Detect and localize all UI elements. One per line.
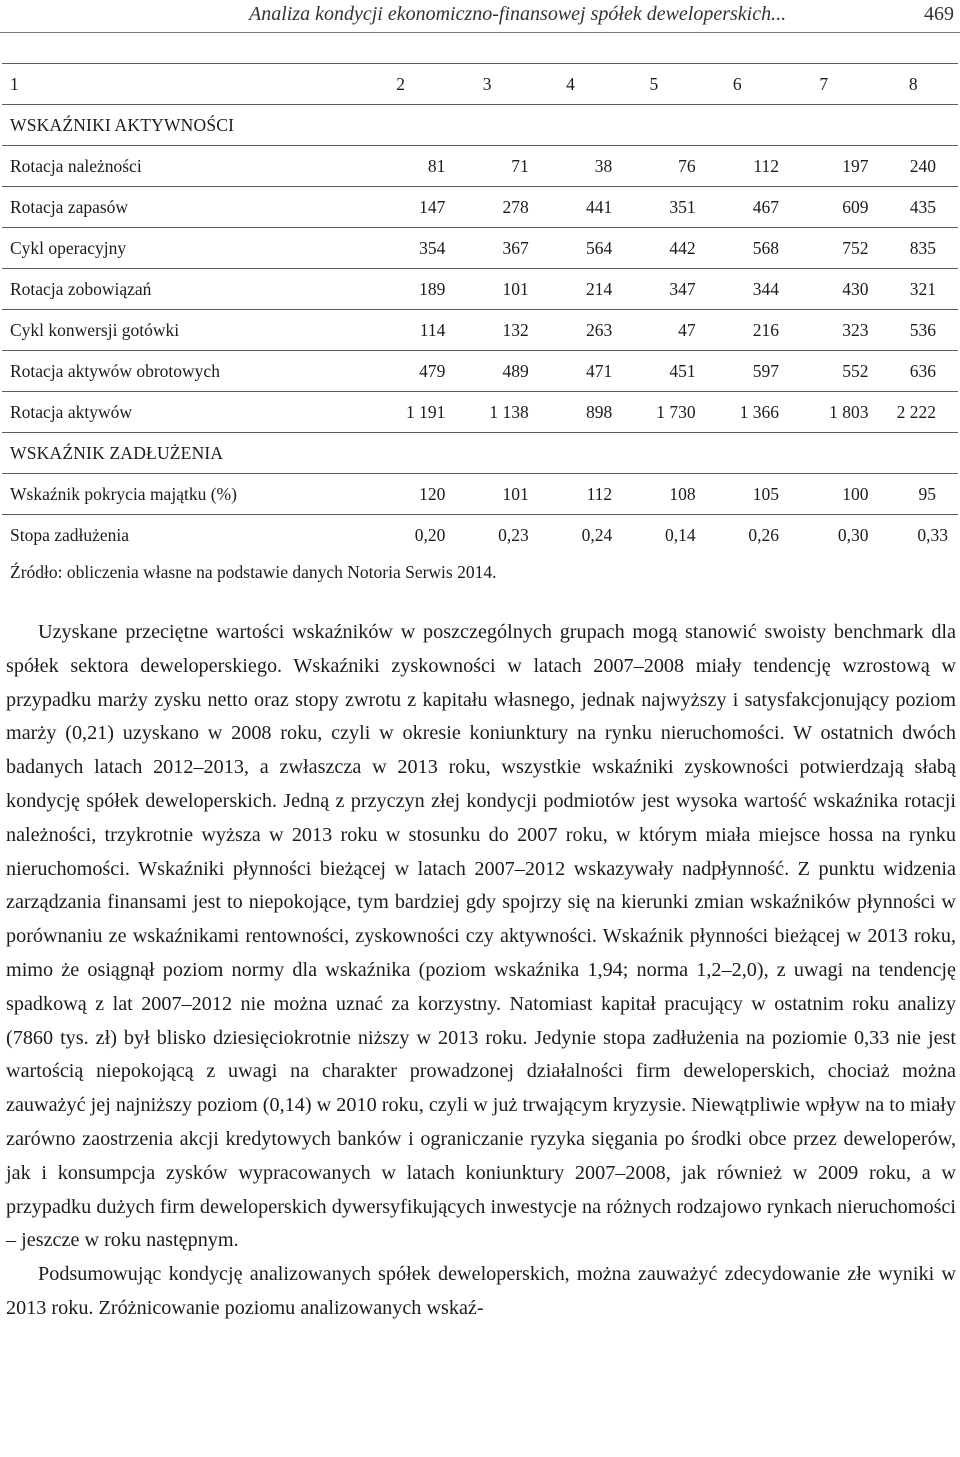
cell: 752	[779, 228, 868, 269]
cell: 435	[868, 187, 958, 228]
cell: 1 730	[612, 392, 695, 433]
cell: 597	[696, 351, 779, 392]
cell: 95	[868, 474, 958, 515]
cell: 214	[529, 269, 612, 310]
cell: 38	[529, 146, 612, 187]
table-row	[2, 228, 958, 269]
row-label: Wskaźnik pokrycia majątku (%)	[2, 474, 356, 515]
cell: 120	[356, 474, 445, 515]
cell: 101	[445, 269, 528, 310]
cell: 552	[779, 351, 868, 392]
row-label: Rotacja zobowiązań	[2, 269, 356, 310]
cell: 0,14	[664, 524, 696, 545]
column-number: 2	[356, 64, 445, 105]
cell: 1 191	[356, 392, 445, 433]
cell: 132	[445, 310, 528, 351]
cell: 430	[779, 269, 868, 310]
paragraph: Uzyskane przeciętne wartości wskaźników w poszczególnych grupach mogą stanowić swoisty benchmark dla spółek sektora deweloperskiego. Wskaźniki zyskowności w latach 2007–2008 miały tendencję wzrostową w przypadku marży zysku netto oraz stopy zwrotu z kapitału własnego, jednak najwyższy i satysfakcjonujący poziom marży (0,21) uzyskano w 2008 roku, czyli w okresie koniunktury na rynku nieruchomości. W ostatnich dwóch badanych latach 2012–2013, a zwłaszcza w 2013 roku, wszystkie wskaźniki zyskowności potwierdzają słabą kondycję spółek deweloperskich. Jedną z przyczyn złej kondycji podmiotów jest wysoka wartość wskaźnika rotacji należności, trzykrotnie wyższa w 2013 roku w stosunku do 2007 roku, w którym miała miejsce hossa na rynku nieruchomości. Wskaźniki płynności bieżącej w latach 2007–2012 wskazywały nadpłynność. Z punktu widzenia zarządzania finansami jest to niepokojące, tym bardziej gdy spojrzy się na kierunki zmian wskaźników płynności w porównaniu ze wskaźnikami rentowności, zyskowności czy aktywności. Wskaźnik płynności bieżącej w 2013 roku, mimo że osiągnął poziom normy dla wskaźnika (poziom wskaźnika 1,94; norma 1,2–2,0), z uwagi na tendencję spadkową z lat 2007–2012 nie można uznać za korzystny. Natomiast kapitał pracujący w ostatnim roku analizy (7860 tys. zł) był blisko dziesięciokrotnie niższy w 2013 roku. Jedynie stopa zadłużenia na poziomie 0,33 nie jest wartością niepokojącą z uwagi na charakter prowadzonej działalności firm deweloperskich, chociaż można zauważyć jej najniższy poziom (0,14) w 2010 roku, czyli w już trwającym kryzysie. Niewątpliwie wpływ na to miały zarówno zaostrzenia akcji kredytowych banków i ograniczanie ryzyka sięgania po środki obce przez deweloperów, jak i konsumpcja zysków wypracowanych w latach koniunktury 2007–2008, jak również w 2009 roku, a w przypadku dużych firm deweloperskich dywersyfikujących inwestycje na różnych rodzajowo rynkach nieruchomości – jeszcze w roku następnym.	[6, 621, 956, 1252]
cell: 101	[445, 474, 528, 515]
cell: 442	[612, 228, 695, 269]
cell: 76	[612, 146, 695, 187]
table-row	[2, 310, 958, 351]
cell: 354	[356, 228, 445, 269]
cell: 47	[612, 310, 695, 351]
cell: 114	[356, 310, 445, 351]
cell: 898	[529, 392, 612, 433]
cell: 536	[868, 310, 958, 351]
cell: 568	[696, 228, 779, 269]
cell: 321	[868, 269, 958, 310]
cell: 197	[779, 146, 868, 187]
row-label: Rotacja aktywów	[2, 392, 356, 433]
column-number-row	[2, 64, 958, 105]
table-row	[2, 474, 958, 515]
table-source-note: Źródło: obliczenia własne na podstawie danych Notoria Serwis 2014.	[10, 562, 497, 582]
column-number: 3	[445, 64, 528, 105]
table-row	[2, 187, 958, 228]
cell: 240	[868, 146, 958, 187]
running-header	[0, 0, 960, 36]
cell: 0,30	[837, 524, 869, 545]
column-number: 7	[779, 64, 868, 105]
cell: 0,23	[498, 524, 529, 545]
cell: 100	[779, 474, 868, 515]
table-row	[2, 146, 958, 187]
cell: 71	[445, 146, 528, 187]
cell: 108	[612, 474, 695, 515]
cell: 1 138	[445, 392, 528, 433]
cell: 0,26	[748, 524, 779, 545]
paragraph: Podsumowując kondycję analizowanych spółek deweloperskich, można zauważyć zdecydowanie złe wyniki w 2013 roku. Zróżnicowanie poziomu analizowanych wskaź-	[6, 1263, 956, 1319]
cell: 0,20	[414, 524, 446, 545]
row-label: Rotacja zapasów	[2, 187, 356, 228]
cell: 112	[696, 146, 779, 187]
cell: 479	[356, 351, 445, 392]
column-number: 5	[612, 64, 695, 105]
table-row	[2, 351, 958, 392]
ratios-table	[2, 63, 958, 555]
row-label: Cykl konwersji gotówki	[2, 310, 356, 351]
cell: 471	[529, 351, 612, 392]
column-number: 4	[529, 64, 612, 105]
column-number: 1	[2, 64, 356, 105]
cell: 636	[868, 351, 958, 392]
header-rule	[0, 32, 960, 33]
cell: 0,24	[581, 524, 613, 545]
cell: 347	[612, 269, 695, 310]
cell: 467	[696, 187, 779, 228]
cell: 105	[696, 474, 779, 515]
column-number: 6	[696, 64, 779, 105]
table-row	[2, 392, 958, 433]
cell: 1 366	[696, 392, 779, 433]
row-label: Rotacja należności	[2, 146, 356, 187]
page-number: 469	[924, 3, 954, 25]
body-text	[6, 616, 956, 1326]
cell: 189	[356, 269, 445, 310]
table-row	[2, 515, 958, 556]
cell: 81	[356, 146, 445, 187]
table-row	[2, 269, 958, 310]
cell: 1 803	[779, 392, 868, 433]
running-title: Analiza kondycji ekonomiczno-finansowej spółek deweloperskich...	[249, 3, 787, 25]
cell: 835	[868, 228, 958, 269]
cell: 112	[529, 474, 612, 515]
row-label: Rotacja aktywów obrotowych	[2, 351, 356, 392]
row-label: Stopa zadłużenia	[10, 524, 130, 545]
cell: 367	[445, 228, 528, 269]
cell: 263	[529, 310, 612, 351]
cell: 2 222	[868, 392, 958, 433]
row-label: Cykl operacyjny	[2, 228, 356, 269]
section-heading-debt: WSKAŹNIK ZADŁUŻENIA	[2, 433, 958, 474]
cell: 489	[445, 351, 528, 392]
cell: 609	[779, 187, 868, 228]
cell: 216	[696, 310, 779, 351]
cell: 451	[612, 351, 695, 392]
section-heading-activity: WSKAŹNIKI AKTYWNOŚCI	[2, 105, 958, 146]
section-row	[2, 105, 958, 146]
section-row	[2, 433, 958, 474]
cell: 0,33	[917, 524, 948, 545]
cell: 278	[445, 187, 528, 228]
column-number: 8	[868, 64, 958, 105]
cell: 323	[779, 310, 868, 351]
cell: 147	[356, 187, 445, 228]
cell: 441	[529, 187, 612, 228]
cell: 351	[612, 187, 695, 228]
cell: 344	[696, 269, 779, 310]
cell: 564	[529, 228, 612, 269]
